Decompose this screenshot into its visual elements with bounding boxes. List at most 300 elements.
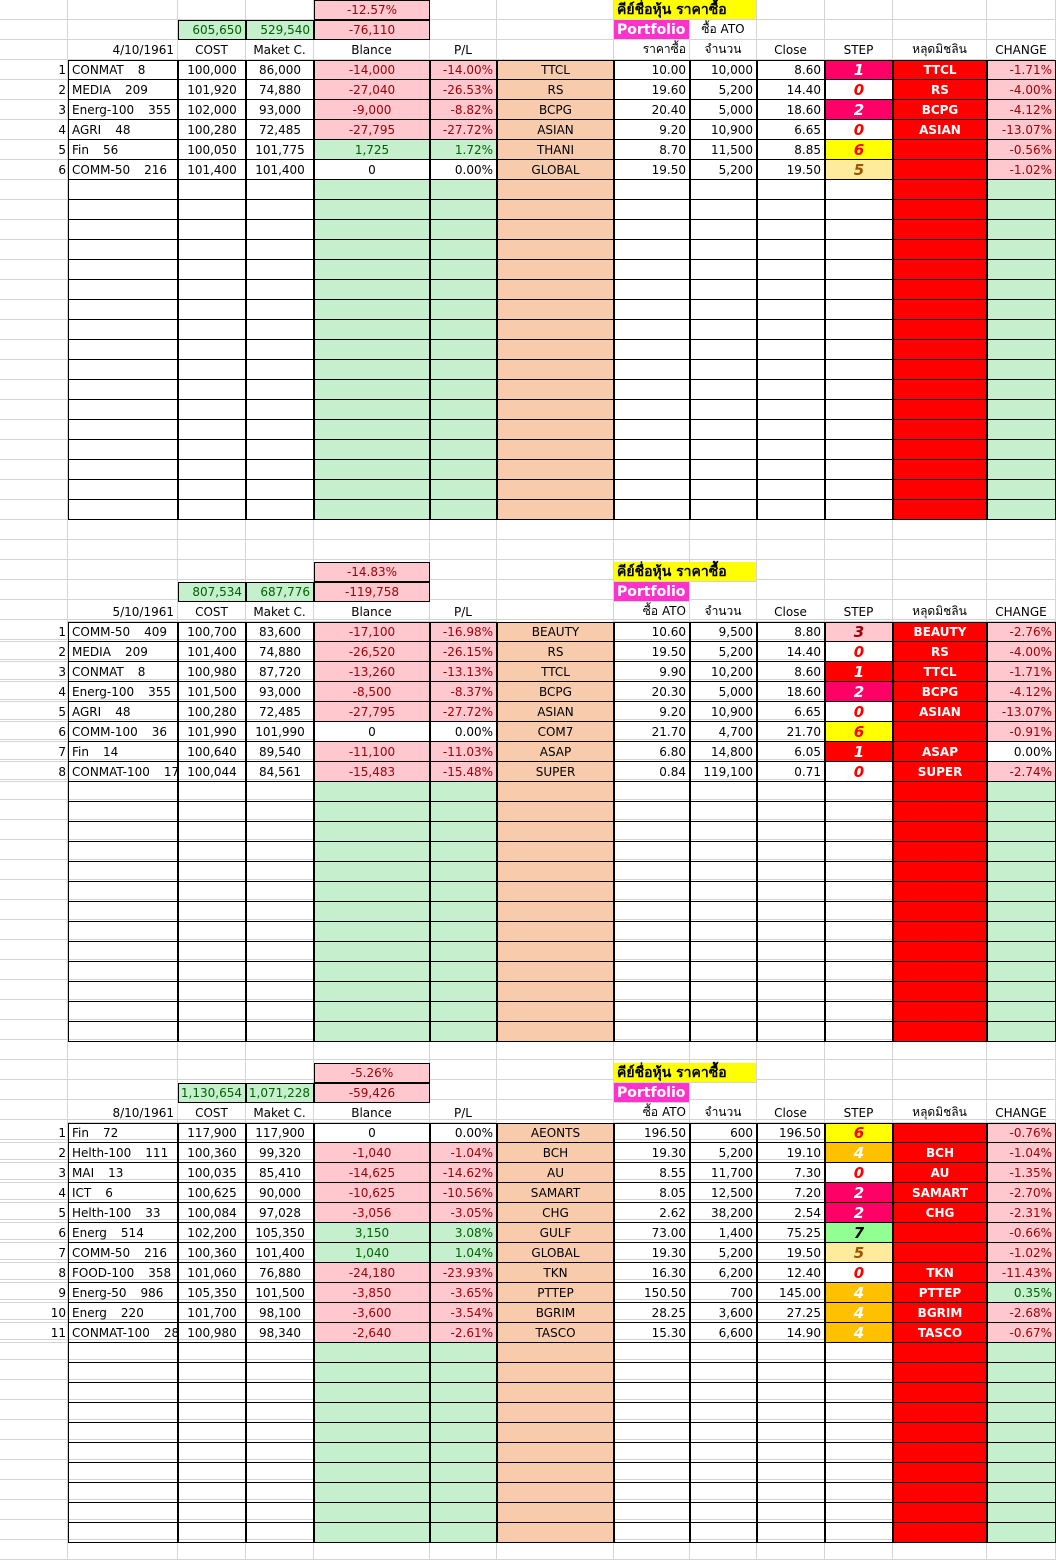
empty-balance-cell[interactable] xyxy=(314,1383,430,1403)
grid-cell[interactable] xyxy=(497,580,614,600)
change-cell[interactable]: 0.35% xyxy=(987,1283,1056,1303)
grid-cell[interactable] xyxy=(178,1060,246,1080)
sector-name[interactable] xyxy=(68,60,178,80)
grid-cell[interactable] xyxy=(0,1040,68,1060)
empty-cell[interactable] xyxy=(614,200,690,220)
cost-cell[interactable]: 101,400 xyxy=(178,160,246,180)
grid-cell[interactable] xyxy=(497,1540,614,1560)
empty-cell[interactable] xyxy=(757,420,825,440)
empty-cell[interactable] xyxy=(690,1403,757,1423)
empty-cell[interactable] xyxy=(178,400,246,420)
grid-cell[interactable] xyxy=(0,1100,68,1120)
pl-cell[interactable]: -15.48% xyxy=(430,762,497,782)
empty-pl-cell[interactable] xyxy=(430,1002,497,1022)
empty-cell[interactable] xyxy=(246,962,314,982)
empty-change-cell[interactable] xyxy=(987,500,1056,520)
grid-cell[interactable] xyxy=(68,520,178,540)
empty-balance-cell[interactable] xyxy=(314,360,430,380)
empty-pl-cell[interactable] xyxy=(430,1403,497,1423)
empty-balance-cell[interactable] xyxy=(314,842,430,862)
empty-balance-cell[interactable] xyxy=(314,420,430,440)
empty-cell[interactable] xyxy=(68,962,178,982)
grid-cell[interactable] xyxy=(497,20,614,40)
price-cell[interactable]: 150.50 xyxy=(614,1283,690,1303)
cost-cell[interactable]: 101,060 xyxy=(178,1263,246,1283)
empty-change-cell[interactable] xyxy=(987,180,1056,200)
empty-dropped-cell[interactable] xyxy=(893,200,987,220)
close-header[interactable]: Close xyxy=(757,1103,825,1123)
grid-cell[interactable] xyxy=(757,1040,825,1060)
empty-cell[interactable] xyxy=(68,982,178,1002)
grid-cell[interactable] xyxy=(0,480,68,500)
empty-dropped-cell[interactable] xyxy=(893,1022,987,1042)
pl-header[interactable]: P/L xyxy=(430,40,497,60)
empty-step-cell[interactable] xyxy=(825,962,893,982)
pl-cell[interactable]: -27.72% xyxy=(430,702,497,722)
empty-dropped-cell[interactable] xyxy=(893,300,987,320)
empty-cell[interactable] xyxy=(757,782,825,802)
step-cell[interactable]: 0 xyxy=(825,120,893,140)
symbol-cell[interactable]: BCPG xyxy=(497,100,614,120)
grid-cell[interactable] xyxy=(68,560,178,580)
change-cell[interactable]: -4.12% xyxy=(987,682,1056,702)
empty-pl-cell[interactable] xyxy=(430,260,497,280)
empty-balance-cell[interactable] xyxy=(314,260,430,280)
key-in-label[interactable]: คีย์ชื่อหุ้น ราคาซื้อ xyxy=(614,1063,757,1083)
empty-balance-cell[interactable] xyxy=(314,1343,430,1363)
change-cell[interactable]: -4.12% xyxy=(987,100,1056,120)
empty-symbol-cell[interactable] xyxy=(497,1002,614,1022)
grid-cell[interactable] xyxy=(825,1040,893,1060)
balance-cell[interactable]: -27,040 xyxy=(314,80,430,100)
empty-cell[interactable] xyxy=(757,380,825,400)
empty-step-cell[interactable] xyxy=(825,1343,893,1363)
empty-cell[interactable] xyxy=(690,1423,757,1443)
empty-cell[interactable] xyxy=(690,240,757,260)
sector-name[interactable] xyxy=(68,80,178,100)
empty-cell[interactable] xyxy=(757,1383,825,1403)
empty-change-cell[interactable] xyxy=(987,220,1056,240)
empty-cell[interactable] xyxy=(178,300,246,320)
grid-cell[interactable] xyxy=(0,460,68,480)
grid-cell[interactable] xyxy=(314,540,430,560)
balance-cell[interactable]: -8,500 xyxy=(314,682,430,702)
grid-cell[interactable] xyxy=(497,0,614,20)
grid-cell[interactable] xyxy=(68,0,178,20)
empty-dropped-cell[interactable] xyxy=(893,962,987,982)
market-cell[interactable]: 72,485 xyxy=(246,120,314,140)
dropped-cell[interactable]: PTTEP xyxy=(893,1283,987,1303)
empty-cell[interactable] xyxy=(757,440,825,460)
empty-cell[interactable] xyxy=(614,1343,690,1363)
sector-name[interactable] xyxy=(68,682,178,702)
empty-cell[interactable] xyxy=(614,922,690,942)
empty-change-cell[interactable] xyxy=(987,842,1056,862)
change-cell[interactable]: -1.02% xyxy=(987,160,1056,180)
empty-step-cell[interactable] xyxy=(825,320,893,340)
qty-header[interactable]: จำนวน xyxy=(690,602,757,622)
change-cell[interactable]: -1.71% xyxy=(987,662,1056,682)
empty-cell[interactable] xyxy=(614,180,690,200)
grid-cell[interactable] xyxy=(0,520,68,540)
empty-cell[interactable] xyxy=(614,360,690,380)
row-number[interactable]: 5 xyxy=(0,702,68,722)
empty-cell[interactable] xyxy=(690,862,757,882)
empty-cell[interactable] xyxy=(68,320,178,340)
change-cell[interactable]: -11.43% xyxy=(987,1263,1056,1283)
empty-cell[interactable] xyxy=(614,460,690,480)
sector-name[interactable] xyxy=(68,1263,178,1283)
empty-cell[interactable] xyxy=(246,1363,314,1383)
grid-cell[interactable] xyxy=(757,580,825,600)
empty-cell[interactable] xyxy=(690,1022,757,1042)
empty-cell[interactable] xyxy=(68,500,178,520)
symbol-cell[interactable]: COM7 xyxy=(497,722,614,742)
empty-cell[interactable] xyxy=(178,1503,246,1523)
grid-cell[interactable] xyxy=(690,540,757,560)
grid-cell[interactable] xyxy=(987,1080,1056,1100)
grid-cell[interactable] xyxy=(430,520,497,540)
empty-change-cell[interactable] xyxy=(987,1483,1056,1503)
empty-cell[interactable] xyxy=(614,1022,690,1042)
empty-pl-cell[interactable] xyxy=(430,1363,497,1383)
grid-cell[interactable] xyxy=(246,1540,314,1560)
qty-cell[interactable]: 600 xyxy=(690,1123,757,1143)
close-cell[interactable]: 6.05 xyxy=(757,742,825,762)
close-cell[interactable]: 8.85 xyxy=(757,140,825,160)
portfolio-title[interactable]: Portfolio 1 xyxy=(614,20,690,40)
buy-price-header[interactable]: ซื้อ ATO xyxy=(614,1103,690,1123)
pl-cell[interactable]: 1.72% xyxy=(430,140,497,160)
cost-cell[interactable]: 100,700 xyxy=(178,622,246,642)
grid-cell[interactable] xyxy=(497,1080,614,1100)
empty-cell[interactable] xyxy=(178,180,246,200)
market-cell[interactable]: 72,485 xyxy=(246,702,314,722)
empty-cell[interactable] xyxy=(614,902,690,922)
dropped-cell[interactable]: BCPG xyxy=(893,100,987,120)
qty-cell[interactable]: 5,200 xyxy=(690,1143,757,1163)
row-number[interactable]: 2 xyxy=(0,642,68,662)
grid-cell[interactable] xyxy=(0,220,68,240)
empty-balance-cell[interactable] xyxy=(314,1443,430,1463)
grid-cell[interactable] xyxy=(246,540,314,560)
sector-name[interactable] xyxy=(68,622,178,642)
balance-cell[interactable]: -3,600 xyxy=(314,1303,430,1323)
close-cell[interactable]: 18.60 xyxy=(757,682,825,702)
step-header[interactable]: STEP xyxy=(825,1103,893,1123)
symbol-cell[interactable]: RS xyxy=(497,80,614,100)
empty-cell[interactable] xyxy=(246,1403,314,1423)
empty-symbol-cell[interactable] xyxy=(497,220,614,240)
sector-name[interactable] xyxy=(68,100,178,120)
empty-step-cell[interactable] xyxy=(825,902,893,922)
empty-dropped-cell[interactable] xyxy=(893,360,987,380)
cost-cell[interactable]: 100,000 xyxy=(178,60,246,80)
empty-symbol-cell[interactable] xyxy=(497,1523,614,1543)
empty-pl-cell[interactable] xyxy=(430,862,497,882)
grid-cell[interactable] xyxy=(690,1040,757,1060)
empty-balance-cell[interactable] xyxy=(314,240,430,260)
change-header[interactable]: CHANGE xyxy=(987,1103,1056,1123)
empty-cell[interactable] xyxy=(614,782,690,802)
empty-step-cell[interactable] xyxy=(825,1383,893,1403)
empty-cell[interactable] xyxy=(68,1403,178,1423)
empty-pl-cell[interactable] xyxy=(430,982,497,1002)
market-cell[interactable]: 90,000 xyxy=(246,1183,314,1203)
empty-cell[interactable] xyxy=(690,420,757,440)
step-cell[interactable]: 2 xyxy=(825,1183,893,1203)
symbol-cell[interactable]: AU xyxy=(497,1163,614,1183)
sector-name[interactable] xyxy=(68,1203,178,1223)
empty-change-cell[interactable] xyxy=(987,802,1056,822)
empty-cell[interactable] xyxy=(178,1363,246,1383)
balance-header[interactable]: Blance xyxy=(314,602,430,622)
grid-cell[interactable] xyxy=(314,520,430,540)
balance-cell[interactable]: -2,640 xyxy=(314,1323,430,1343)
grid-cell[interactable] xyxy=(893,0,987,20)
grid-cell[interactable] xyxy=(497,40,614,60)
sector-name[interactable] xyxy=(68,1303,178,1323)
empty-cell[interactable] xyxy=(178,982,246,1002)
grid-cell[interactable] xyxy=(497,520,614,540)
grid-cell[interactable] xyxy=(0,20,68,40)
empty-step-cell[interactable] xyxy=(825,1483,893,1503)
empty-pl-cell[interactable] xyxy=(430,842,497,862)
empty-cell[interactable] xyxy=(246,802,314,822)
empty-change-cell[interactable] xyxy=(987,360,1056,380)
empty-dropped-cell[interactable] xyxy=(893,922,987,942)
empty-pl-cell[interactable] xyxy=(430,1523,497,1543)
empty-cell[interactable] xyxy=(757,340,825,360)
empty-dropped-cell[interactable] xyxy=(893,1363,987,1383)
market-cell[interactable]: 87,720 xyxy=(246,662,314,682)
cost-cell[interactable]: 102,200 xyxy=(178,1223,246,1243)
empty-cell[interactable] xyxy=(178,340,246,360)
empty-cell[interactable] xyxy=(246,260,314,280)
empty-change-cell[interactable] xyxy=(987,962,1056,982)
row-number[interactable]: 8 xyxy=(0,762,68,782)
empty-cell[interactable] xyxy=(757,240,825,260)
empty-cell[interactable] xyxy=(178,1443,246,1463)
grid-cell[interactable] xyxy=(0,960,68,980)
empty-cell[interactable] xyxy=(757,882,825,902)
cost-cell[interactable]: 100,280 xyxy=(178,702,246,722)
empty-cell[interactable] xyxy=(690,300,757,320)
change-cell[interactable]: -1.02% xyxy=(987,1243,1056,1263)
step-cell[interactable]: 0 xyxy=(825,702,893,722)
empty-dropped-cell[interactable] xyxy=(893,400,987,420)
pl-cell[interactable]: -8.82% xyxy=(430,100,497,120)
empty-balance-cell[interactable] xyxy=(314,380,430,400)
step-cell[interactable]: 5 xyxy=(825,160,893,180)
empty-symbol-cell[interactable] xyxy=(497,922,614,942)
grid-cell[interactable] xyxy=(0,840,68,860)
empty-cell[interactable] xyxy=(68,922,178,942)
empty-change-cell[interactable] xyxy=(987,942,1056,962)
price-cell[interactable]: 10.00 xyxy=(614,60,690,80)
sector-name[interactable] xyxy=(68,762,178,782)
change-cell[interactable]: -2.74% xyxy=(987,762,1056,782)
empty-cell[interactable] xyxy=(246,440,314,460)
close-cell[interactable]: 7.20 xyxy=(757,1183,825,1203)
grid-cell[interactable] xyxy=(0,1000,68,1020)
empty-symbol-cell[interactable] xyxy=(497,180,614,200)
row-number[interactable]: 11 xyxy=(0,1323,68,1343)
grid-cell[interactable] xyxy=(757,540,825,560)
empty-cell[interactable] xyxy=(757,500,825,520)
sector-name[interactable] xyxy=(68,140,178,160)
empty-step-cell[interactable] xyxy=(825,1423,893,1443)
empty-cell[interactable] xyxy=(246,360,314,380)
dropped-cell[interactable] xyxy=(893,1123,987,1143)
empty-pl-cell[interactable] xyxy=(430,280,497,300)
empty-cell[interactable] xyxy=(178,862,246,882)
empty-symbol-cell[interactable] xyxy=(497,1503,614,1523)
empty-cell[interactable] xyxy=(178,280,246,300)
empty-cell[interactable] xyxy=(690,180,757,200)
qty-cell[interactable]: 4,700 xyxy=(690,722,757,742)
empty-pl-cell[interactable] xyxy=(430,360,497,380)
balance-cell[interactable]: 1,040 xyxy=(314,1243,430,1263)
empty-dropped-cell[interactable] xyxy=(893,782,987,802)
empty-cell[interactable] xyxy=(246,320,314,340)
empty-cell[interactable] xyxy=(614,1523,690,1543)
pl-cell[interactable]: 3.08% xyxy=(430,1223,497,1243)
empty-balance-cell[interactable] xyxy=(314,500,430,520)
empty-cell[interactable] xyxy=(178,1483,246,1503)
empty-cell[interactable] xyxy=(614,802,690,822)
empty-cell[interactable] xyxy=(68,1002,178,1022)
portfolio-pct[interactable]: -12.57% xyxy=(314,0,430,20)
empty-balance-cell[interactable] xyxy=(314,1463,430,1483)
empty-cell[interactable] xyxy=(178,1002,246,1022)
empty-step-cell[interactable] xyxy=(825,882,893,902)
sector-name[interactable] xyxy=(68,1223,178,1243)
grid-cell[interactable] xyxy=(430,560,497,580)
empty-step-cell[interactable] xyxy=(825,1443,893,1463)
empty-cell[interactable] xyxy=(614,240,690,260)
empty-balance-cell[interactable] xyxy=(314,982,430,1002)
balance-cell[interactable]: -13,260 xyxy=(314,662,430,682)
grid-cell[interactable] xyxy=(0,1360,68,1380)
empty-cell[interactable] xyxy=(68,842,178,862)
cost-cell[interactable]: 100,035 xyxy=(178,1163,246,1183)
empty-pl-cell[interactable] xyxy=(430,1383,497,1403)
empty-step-cell[interactable] xyxy=(825,942,893,962)
price-cell[interactable]: 9.90 xyxy=(614,662,690,682)
empty-change-cell[interactable] xyxy=(987,1343,1056,1363)
empty-symbol-cell[interactable] xyxy=(497,360,614,380)
empty-cell[interactable] xyxy=(614,862,690,882)
empty-balance-cell[interactable] xyxy=(314,1002,430,1022)
empty-cell[interactable] xyxy=(68,340,178,360)
change-header[interactable]: CHANGE xyxy=(987,40,1056,60)
empty-cell[interactable] xyxy=(68,200,178,220)
grid-cell[interactable] xyxy=(0,360,68,380)
empty-cell[interactable] xyxy=(690,962,757,982)
empty-dropped-cell[interactable] xyxy=(893,320,987,340)
market-cell[interactable]: 85,410 xyxy=(246,1163,314,1183)
empty-dropped-cell[interactable] xyxy=(893,220,987,240)
symbol-cell[interactable]: SAMART xyxy=(497,1183,614,1203)
empty-pl-cell[interactable] xyxy=(430,962,497,982)
pl-cell[interactable]: -3.54% xyxy=(430,1303,497,1323)
grid-cell[interactable] xyxy=(825,520,893,540)
empty-symbol-cell[interactable] xyxy=(497,1383,614,1403)
empty-cell[interactable] xyxy=(757,822,825,842)
grid-cell[interactable] xyxy=(0,1480,68,1500)
grid-cell[interactable] xyxy=(987,540,1056,560)
empty-cell[interactable] xyxy=(690,440,757,460)
empty-dropped-cell[interactable] xyxy=(893,882,987,902)
grid-cell[interactable] xyxy=(0,940,68,960)
empty-cell[interactable] xyxy=(614,942,690,962)
change-cell[interactable]: -0.67% xyxy=(987,1323,1056,1343)
qty-header[interactable]: จำนวน xyxy=(690,40,757,60)
cost-cell[interactable]: 100,625 xyxy=(178,1183,246,1203)
empty-step-cell[interactable] xyxy=(825,220,893,240)
close-cell[interactable]: 14.40 xyxy=(757,80,825,100)
close-cell[interactable]: 6.65 xyxy=(757,120,825,140)
empty-cell[interactable] xyxy=(757,300,825,320)
empty-change-cell[interactable] xyxy=(987,1463,1056,1483)
empty-cell[interactable] xyxy=(690,480,757,500)
symbol-cell[interactable]: SUPER xyxy=(497,762,614,782)
empty-cell[interactable] xyxy=(178,380,246,400)
symbol-cell[interactable]: THANI xyxy=(497,140,614,160)
empty-step-cell[interactable] xyxy=(825,240,893,260)
dropped-cell[interactable] xyxy=(893,722,987,742)
grid-cell[interactable] xyxy=(825,20,893,40)
empty-change-cell[interactable] xyxy=(987,1443,1056,1463)
empty-symbol-cell[interactable] xyxy=(497,982,614,1002)
empty-balance-cell[interactable] xyxy=(314,1363,430,1383)
empty-cell[interactable] xyxy=(68,440,178,460)
market-cell[interactable]: 74,880 xyxy=(246,80,314,100)
dropped-cell[interactable]: RS xyxy=(893,642,987,662)
empty-cell[interactable] xyxy=(68,260,178,280)
empty-step-cell[interactable] xyxy=(825,460,893,480)
empty-cell[interactable] xyxy=(178,360,246,380)
grid-cell[interactable] xyxy=(893,540,987,560)
pl-cell[interactable]: -1.04% xyxy=(430,1143,497,1163)
step-cell[interactable]: 6 xyxy=(825,1123,893,1143)
empty-pl-cell[interactable] xyxy=(430,942,497,962)
empty-pl-cell[interactable] xyxy=(430,400,497,420)
close-cell[interactable]: 2.54 xyxy=(757,1203,825,1223)
balance-cell[interactable]: 0 xyxy=(314,160,430,180)
empty-pl-cell[interactable] xyxy=(430,782,497,802)
grid-cell[interactable] xyxy=(0,380,68,400)
empty-pl-cell[interactable] xyxy=(430,240,497,260)
empty-cell[interactable] xyxy=(757,982,825,1002)
change-header[interactable]: CHANGE xyxy=(987,602,1056,622)
empty-cell[interactable] xyxy=(68,1483,178,1503)
grid-cell[interactable] xyxy=(0,800,68,820)
balance-cell[interactable]: -11,100 xyxy=(314,742,430,762)
price-cell[interactable]: 9.20 xyxy=(614,702,690,722)
empty-change-cell[interactable] xyxy=(987,1403,1056,1423)
empty-pl-cell[interactable] xyxy=(430,1443,497,1463)
empty-cell[interactable] xyxy=(614,480,690,500)
empty-cell[interactable] xyxy=(246,1483,314,1503)
empty-change-cell[interactable] xyxy=(987,1423,1056,1443)
pl-cell[interactable]: -10.56% xyxy=(430,1183,497,1203)
empty-cell[interactable] xyxy=(178,240,246,260)
qty-cell[interactable]: 10,900 xyxy=(690,702,757,722)
dropped-cell[interactable]: ASIAN xyxy=(893,702,987,722)
total-cost[interactable]: 1,130,654 xyxy=(178,1083,246,1103)
